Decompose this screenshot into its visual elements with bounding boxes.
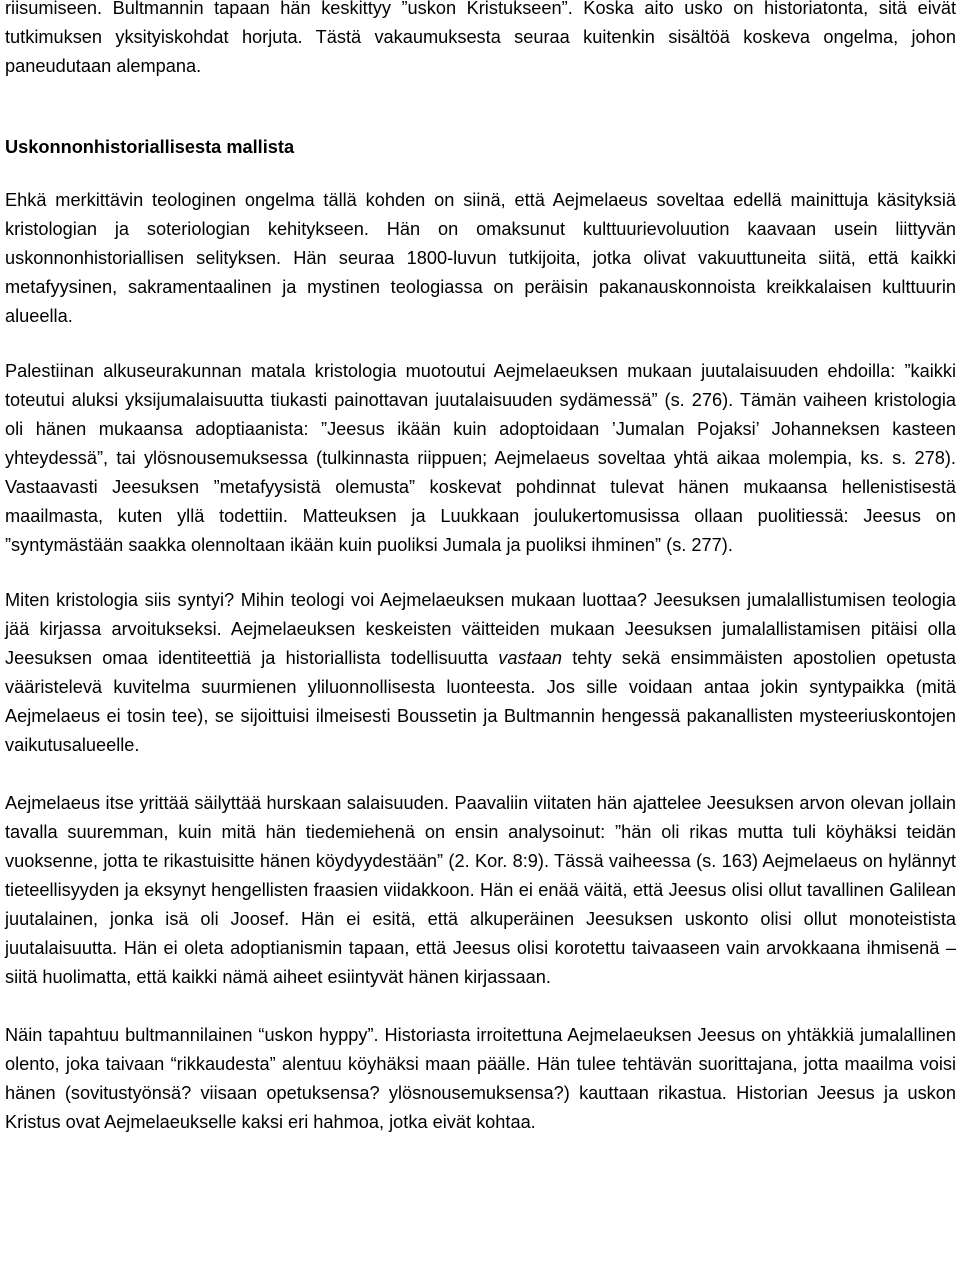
paragraph-3 [5,586,956,760]
paragraph-3-text-a: Miten kristologia siis syntyi? Mihin teologi voi Aejmelaeuksen mukaan luottaa? Jeesuksen jumalallistumisen teologia jää kirjassa arvoitukseksi. Aejmelaeuksen keskeisten väitteiden mukaan Jeesuksen jumalallistamisen pitäisi olla Jeesuksen omaa identiteettiä ja historiallista todellisuutta [5,590,956,668]
document-page [5,0,956,1137]
paragraph-2: Palestiinan alkuseurakunnan matala kristologia muotoutui Aejmelaeuksen mukaan juutalaisuuden ehdoilla: ”kaikki toteutui aluksi yksijumalaisuutta tiukasti painottavan juutalaisuuden sydämessä” (s. 276). Tämän vaiheen kristologia oli hänen mukaansa adoptiaanista: ”Jeesus ikään kuin adoptoidaan ’Jumalan Pojaksi’ Johanneksen kasteen yhteydessä”, tai ylösnousemuksessa (tulkinnasta riippuen; Aejmelaeus soveltaa yhtä aikaa molempia, ks. s. 278). Vastaavasti Jeesuksen ”metafyysistä olemusta” koskevat pohdinnat tulevat hänen mukaansa hellenistisestä maailmasta, kuten yllä todettiin. Matteuksen ja Luukkaan joulukertomusissa ollaan puolitiessä: Jeesus on ”syntymästään saakka olennoltaan ikään kuin puoliksi Jumala ja puoliksi ihminen” (s. 277). [5,361,956,555]
intro-paragraph: riisumiseen. Bultmannin tapaan hän keskittyy ”uskon Kristukseen”. Koska aito usko on historiatonta, sitä eivät tutkimuksen yksityiskohdat horjuta. Tästä vakaumuksesta seuraa kuitenkin sisältöä koskeva ongelma, johon paneudutaan alempana. [5,0,956,76]
paragraph-1: Ehkä merkittävin teologinen ongelma tällä kohden on siinä, että Aejmelaeus soveltaa edellä mainittuja käsityksiä kristologian ja soteriologian kehitykseen. Hän on omaksunut kulttuurievoluution kaavaan usein liittyvän uskonnonhistoriallisen selityksen. Hän seuraa 1800-luvun tutkijoita, jotka olivat vakuuttuneita siitä, että kaikki metafyysinen, sakramentaalinen ja mystinen teologiassa on peräisin pakanauskonnoista kreikkalaisen kulttuurin alueella. [5,190,956,326]
paragraph-3-text-b: tehty sekä ensimmäisten apostolien opetusta vääristelevä kuvitelma suurmienen yliluonnollisesta luonteesta. Jos sille voidaan antaa jokin syntypaikka (mitä Aejmelaeus ei tosin tee), se sijoittuisi ilmeisesti Boussetin ja Bultmannin hengessä pakanallisten mysteeriuskontojen vaikutusalueelle. [5,648,956,755]
paragraph-5: Näin tapahtuu bultmannilainen “uskon hyppy”. Historiasta irroitettuna Aejmelaeuksen Jeesus on yhtäkkiä jumalallinen olento, joka taivaan “rikkaudesta” alentuu köyhäksi maan päälle. Hän tulee tehtävän suorittajana, jotta maailma voisi hänen (sovitustyönsä? viisaan opetuksensa? ylösnousemuksensa?) kauttaan rikastua. Historian Jeesus ja uskon Kristus ovat Aejmelaeukselle kaksi eri hahmoa, jotka eivät kohtaa. [5,1025,956,1132]
section-heading: Uskonnonhistoriallisesta mallista [5,137,295,157]
paragraph-3-emphasis: vastaan [498,648,562,668]
paragraph-4: Aejmelaeus itse yrittää säilyttää hurskaan salaisuuden. Paavaliin viitaten hän ajattelee Jeesuksen arvon olevan jollain tavalla suuremman, kuin mitä hän tiedemiehenä on ensin analysoinut: ”hän oli rikas mutta tuli köyhäksi teidän vuoksenne, jotta te rikastuisitte hänen köydyydestään” (2. Kor. 8:9). Tässä vaiheessa (s. 163) Aejmelaeus on hylännyt tieteellisyyden ja eksynyt hengellisten fraasien viidakkoon. Hän ei enää väitä, että Jeesus olisi ollut tavallinen Galilean juutalainen, jonka isä oli Joosef. Hän ei esitä, että alkuperäinen Jeesuksen uskonto olisi ollut monoteistista juutalaisuutta. Hän ei oleta adoptianismin tapaan, että Jeesus olisi korotettu taivaaseen vain arvokkaana ihmisenä – siitä huolimatta, että kaikki nämä aiheet esiintyvät hänen kirjassaan. [5,793,956,987]
